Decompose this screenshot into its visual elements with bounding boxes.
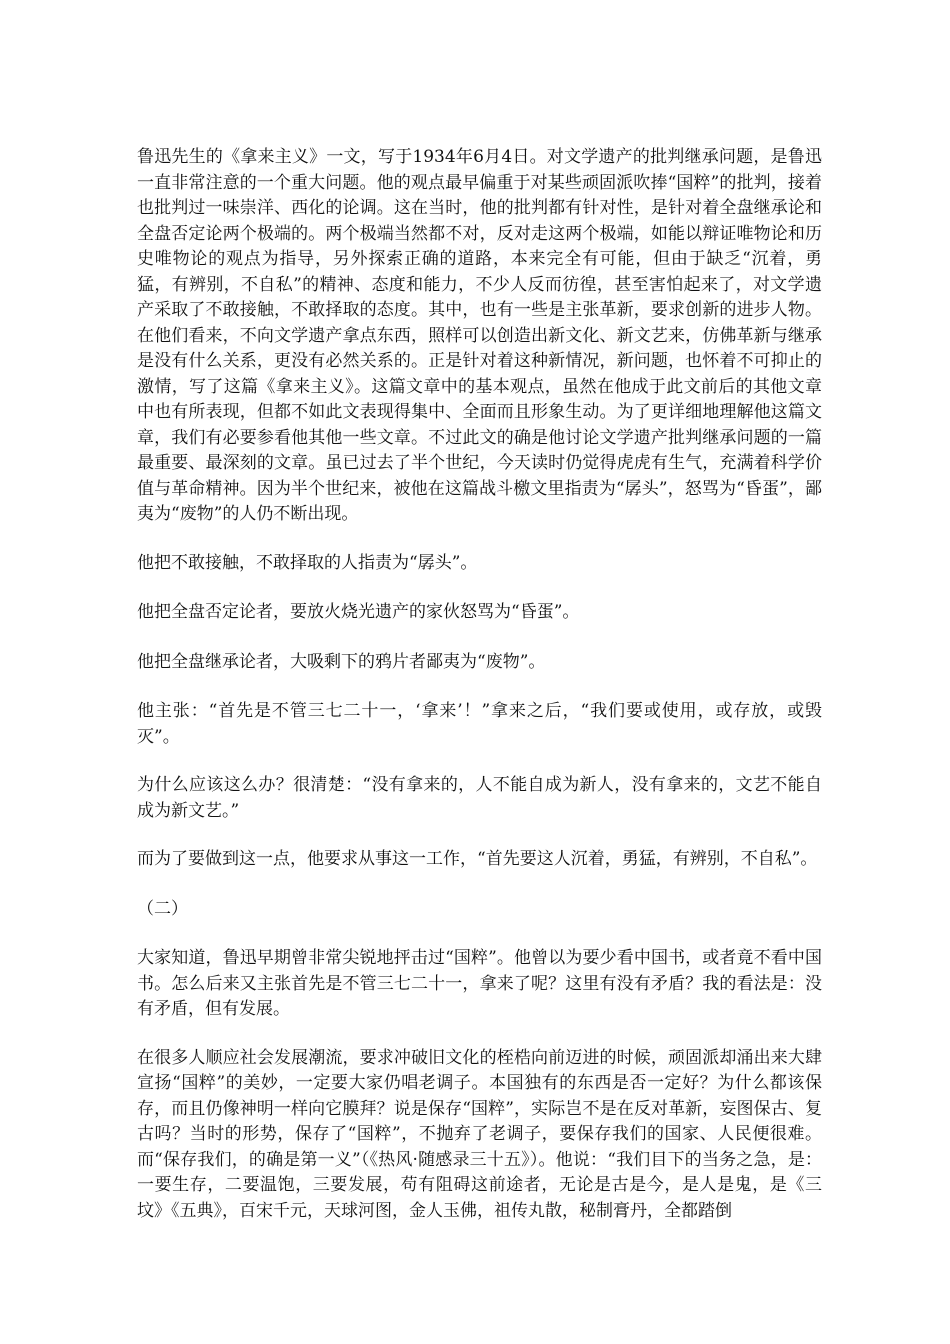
paragraph-coward: 他把不敢接触，不敢择取的人指责为“孱头”。 <box>137 552 478 573</box>
paragraph-fool: 他把全盘否定论者，要放火烧光遗产的家伙怒骂为“昏蛋”。 <box>137 602 580 622</box>
section-heading: （二） <box>137 898 188 919</box>
paragraph-waste: 他把全盘继承论者，大吸剩下的鸦片者鄙夷为“废物”。 <box>137 651 546 672</box>
paragraph-intro: 鲁迅先生的《拿来主义》一文，写于1934年6月4日。对文学遗产的批判继承问题，是鲁迅一直非常注意的一个重大问题。他的观点最早偏重于对某些顽固派吹捧“国粹”的批判，接着也批判过一味崇洋、西化的论调。这在当时，他的批判都有针对性，是针对着全盘继承论和全盘否定论两个极端的。两个极端当然都不对，反对走这两个极端，如能以辩证唯物论和历史唯物论的观点为指导，另外探索正确的道路，本来完全有可能，但由于缺乏“沉着，勇猛，有辨别，不自私”的精神、态度和能力，不少人反而彷徨，甚至害怕起来了，对文学遗产采取了不敢接触，不敢择取的态度。其中，也有一些是主张革新，要求创新的进步人物。在他们看来，不向文学遗产拿点东西，照样可以创造出新文化、新文艺来，仿佛革新与继承是没有什么关系，更没有必然关系的。正是针对着这种新情况，新问题，也怀着不可抑止的激情，写了这篇《拿来主义》。这篇文章中的基本观点，虽然在他成于此文前后的其他文章中也有所表现，但都不如此文表现得集中、全面而且形象生动。为了更详细地理解他这篇文章，我们有必要参看他其他一些文章。不过此文的确是他讨论文学遗产批判继承问题的一篇最重要、最深刻的文章。虽已过去了半个世纪，今天读时仍觉得虎虎有生气，充满着科学价值与革命精神。因为半个世纪来，被他在这篇战斗檄文里指责为“孱头”，怒骂为“昏蛋”，鄙夷为“废物”的人仍不断出现。 <box>137 147 822 524</box>
paragraph-national-essence: 在很多人顺应社会发展潮流，要求冲破旧文化的桎梏向前迈进的时候，顽固派却涌出来大肆宣扬“国粹”的美妙，一定要大家仍唱老调子。本国独有的东西是否一定好？为什么都该保存，而且仍像神明一样向它膜拜？说是保存“国粹”，实际岂不是在反对革新，妄图保古、复古吗？当时的形势，保存了“国粹”，不抛弃了老调子，要保存我们的国家、人民便很难。而“保存我们，的确是第一义”（《热风·随感录三十五》）。他说：“我们目下的当务之急，是：一要生存，二要温饱，三要发展，苟有阻碍这前途者，无论是古是今，是人是鬼，是《三坟》《五典》，百宋千元，天球河图，金人玉佛，祖传丸散，秘制膏丹，全都踏倒 <box>137 1047 822 1221</box>
paragraph-development: 大家知道，鲁迅早期曾非常尖锐地抨击过“国粹”。他曾以为要少看中国书，或者竟不看中国书。怎么后来又主张首先是不管三七二十一，拿来了呢？这里有没有矛盾？我的看法是：没有矛盾，但有发展。 <box>137 948 822 1019</box>
paragraph-why: 为什么应该这么办？很清楚：“没有拿来的，人不能自成为新人，没有拿来的，文艺不能自成为新文艺。” <box>137 775 822 821</box>
document-body <box>137 145 822 1247</box>
paragraph-take: 他主张：“首先是不管三七二十一，‘拿来’！”拿来之后，“我们要或使用，或存放，或毁灭”。 <box>137 701 822 747</box>
paragraph-requirement: 而为了要做到这一点，他要求从事这一工作，“首先要这人沉着，勇猛，有辨别，不自私”。 <box>137 849 818 869</box>
